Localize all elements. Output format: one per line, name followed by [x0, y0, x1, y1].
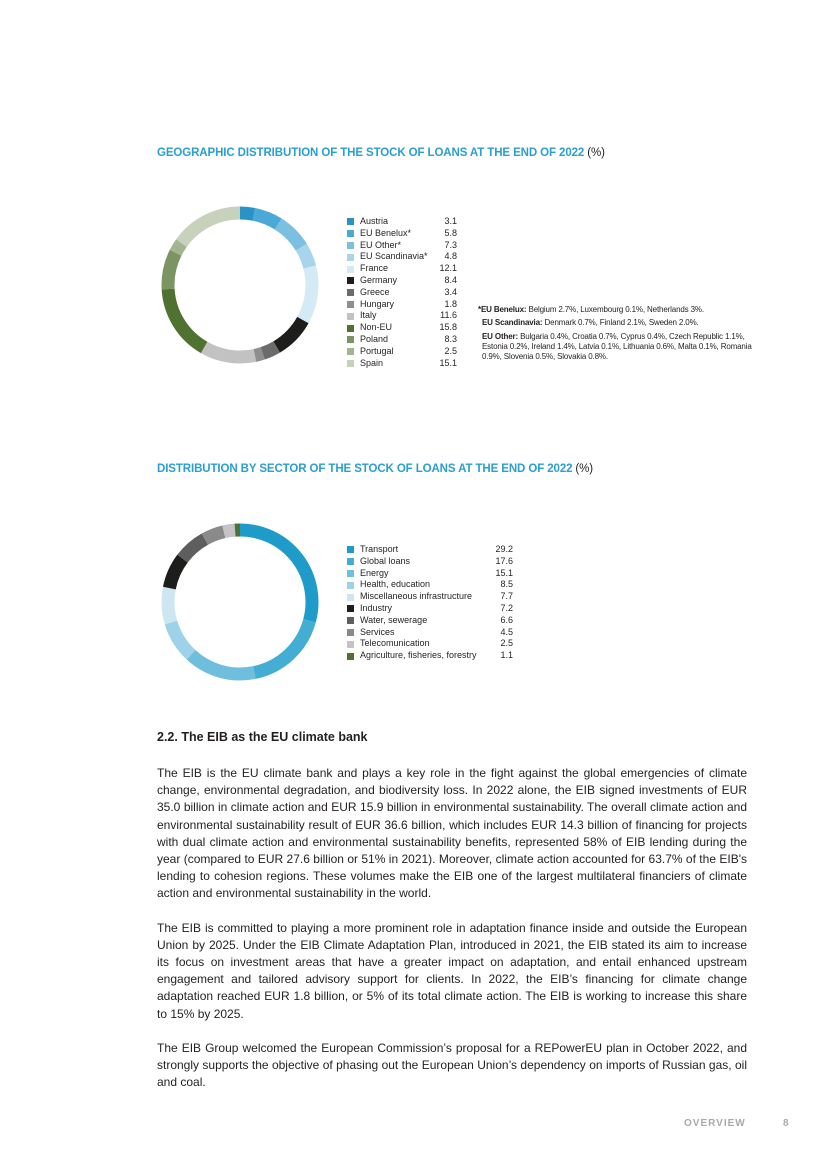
sector-legend-item: [347, 556, 513, 568]
legend-value: 29.2: [495, 544, 513, 554]
legend-swatch: [347, 336, 354, 343]
legend-value: 8.3: [444, 333, 457, 344]
geo-slice-eu-scandinavia: [301, 247, 309, 267]
legend-swatch: [347, 617, 354, 624]
geo-slice-non-eu: [168, 289, 204, 347]
legend-swatch: [347, 546, 354, 553]
legend-value: 1.1: [500, 650, 513, 661]
legend-swatch: [347, 242, 354, 249]
legend-value: 15.8: [439, 322, 457, 333]
note-text: Denmark 0.7%, Finland 2.1%, Sweden 2.0%.: [542, 318, 699, 328]
legend-label: Non-EU: [360, 322, 393, 333]
sector-chart-title: [157, 463, 593, 475]
legend-value: 8.4: [444, 274, 457, 285]
legend-value: 4.8: [444, 251, 457, 262]
paragraph: The EIB is committed to playing a more prominent role in adaptation finance inside and outside the European Union by 2025. Under the EIB Climate Adaptation Plan, introduced in 2021, the EIB stated its aim to increase its focus on investment areas that have a greater impact on adaptation, and entail enhanced upstream engagement and tailored advisory support for clients. In 2022, the EIB’s financing for climate change adaptation reached EUR 1.8 billion, or 5% of its total climate action. The EIB is working to increase this share to 15% by 2025.: [157, 920, 747, 1021]
legend-value: 2.5: [500, 638, 513, 649]
legend-swatch: [347, 360, 354, 367]
legend-label: Energy: [360, 567, 389, 578]
legend-label: Industry: [360, 602, 393, 613]
legend-value: 2.5: [444, 345, 457, 356]
geo-legend-item: [347, 334, 457, 346]
legend-swatch: [347, 629, 354, 636]
legend-label: Greece: [360, 286, 390, 297]
note-label: EU Other:: [482, 331, 518, 341]
geo-slice-portugal: [176, 243, 182, 253]
legend-label: Services: [360, 626, 395, 637]
legend-value: 4.5: [500, 626, 513, 637]
legend-label: France: [360, 263, 389, 274]
sector-legend-item: [347, 638, 513, 650]
legend-label: Miscellaneous infrastructure: [360, 591, 473, 602]
legend-value: 15.1: [439, 357, 457, 368]
sector-legend-item: [347, 579, 513, 591]
sector-legend-item: [347, 615, 513, 627]
geo-note-scandinavia: [478, 318, 758, 328]
legend-swatch: [347, 653, 354, 660]
sector-slice-global-loans: [254, 621, 309, 673]
legend-swatch: [347, 348, 354, 355]
geo-legend-item: [347, 275, 457, 287]
geo-notes: [478, 305, 758, 365]
section-body: [157, 765, 747, 1108]
geo-legend-item: [347, 228, 457, 240]
legend-label: EU Scandinavia*: [360, 251, 428, 262]
sector-legend-item: [347, 650, 513, 662]
legend-swatch: [347, 641, 354, 648]
geo-legend-item: [347, 310, 457, 322]
sector-legend-item: [347, 627, 513, 639]
geo-note-benelux: [478, 305, 758, 315]
legend-swatch: [347, 325, 354, 332]
legend-label: EU Other*: [360, 239, 402, 250]
sector-slice-services: [205, 532, 224, 539]
geo-legend-item: [347, 263, 457, 275]
geo-slice-eu-other: [278, 224, 301, 247]
geo-slice-greece: [263, 347, 277, 353]
geo-slice-italy: [204, 347, 255, 357]
legend-label: Poland: [360, 333, 389, 344]
sector-chart-title-text: DISTRIBUTION BY SECTOR OF THE STOCK OF LOANS AT THE END OF 2022: [157, 463, 573, 475]
sector-legend-item: [347, 591, 513, 603]
sector-slice-miscellaneous-infrastructure: [168, 588, 171, 622]
paragraph: The EIB Group welcomed the European Commission’s proposal for a REPowerEU plan in October 2022, and strongly supports the objective of phasing out the European Union’s dependency on imports of Russian gas, oil and coal.: [157, 1040, 747, 1090]
geo-legend: [347, 216, 457, 369]
footer-section-label: OVERVIEW: [684, 1118, 746, 1129]
legend-label: Telecomunication: [360, 638, 430, 649]
paragraph: The EIB is the EU climate bank and plays a key role in the fight against the global emergencies of climate change, environmental degradation, and biodiversity loss. In 2022 alone, the EIB signed investments of EUR 35.0 billion in climate action and EUR 15.9 billion in environmental sustainability. The overall climate action and environmental sustainability result of EUR 36.6 billion, which includes EUR 14.3 billion of financing for projects with dual climate action and environmental sustainability benefits, represented 58% of EIB lending during the year (compared to EUR 27.6 billion or 51% in 2021). Moreover, climate action accounted for 63.7% of the EIB's lending to cohesion regions. These volumes make the EIB one of the largest multilateral financiers of climate action and environmental sustainability in the world.: [157, 766, 747, 901]
sector-donut-chart: [155, 517, 325, 687]
geo-note-other: [478, 332, 758, 363]
legend-value: 17.6: [495, 555, 513, 566]
legend-value: 3.1: [444, 216, 457, 226]
legend-value: 7.7: [500, 591, 513, 602]
legend-label: EU Benelux*: [360, 227, 412, 238]
geo-slice-spain: [181, 213, 240, 243]
legend-swatch: [347, 254, 354, 261]
footer-page-number: 8: [783, 1118, 789, 1129]
note-label: EU Scandinavia:: [482, 318, 543, 328]
legend-value: 12.1: [439, 263, 457, 274]
legend-label: Global loans: [360, 555, 411, 566]
sector-legend-item: [347, 544, 513, 556]
note-text: Bulgaria 0.4%, Croatia 0.7%, Cyprus 0.4%, Czech Republic 1.1%, Estonia 0.2%, Ireland 1.4%, Latvia 0.1%, Lithuania 0.6%, Malta 0.1%, Romania 0.9%, Slovenia 0.5%, Slovakia 0.8%.: [482, 331, 752, 362]
legend-label: Hungary: [360, 298, 395, 309]
legend-swatch: [347, 313, 354, 320]
legend-swatch: [347, 301, 354, 308]
geo-slice-france: [303, 267, 312, 320]
legend-label: Austria: [360, 216, 389, 226]
legend-label: Health, education: [360, 579, 431, 590]
legend-swatch: [347, 605, 354, 612]
legend-value: 5.8: [444, 227, 457, 238]
sector-slice-health-education: [171, 623, 191, 655]
legend-value: 6.6: [500, 614, 513, 625]
geo-legend-item: [347, 322, 457, 334]
geo-chart-unit: (%): [587, 147, 605, 159]
legend-swatch: [347, 570, 354, 577]
geo-legend-item: [347, 251, 457, 263]
legend-swatch: [347, 218, 354, 225]
sector-slice-telecomunication: [224, 530, 235, 532]
geo-legend-item: [347, 240, 457, 252]
legend-value: 11.6: [440, 310, 457, 321]
legend-label: Transport: [360, 544, 399, 554]
sector-slice-energy: [191, 655, 254, 674]
legend-value: 7.3: [444, 239, 457, 250]
geo-donut-chart: [155, 200, 325, 370]
legend-swatch: [347, 289, 354, 296]
geo-slice-germany: [277, 320, 303, 347]
geo-legend-item: [347, 346, 457, 358]
legend-value: 1.8: [444, 298, 457, 309]
legend-value: 15.1: [495, 567, 513, 578]
geo-slice-poland: [168, 253, 176, 289]
legend-value: 3.4: [444, 286, 457, 297]
geo-slice-austria: [240, 213, 254, 214]
sector-legend-item: [347, 568, 513, 580]
legend-value: 8.5: [500, 579, 513, 590]
legend-swatch: [347, 266, 354, 273]
legend-label: Germany: [360, 274, 398, 285]
legend-swatch: [347, 558, 354, 565]
sector-slice-water-sewerage: [183, 539, 205, 558]
sector-legend-item: [347, 603, 513, 615]
geo-slice-hungary: [255, 353, 263, 355]
geo-legend-item: [347, 216, 457, 228]
legend-label: Italy: [360, 310, 377, 321]
geo-chart-title: [157, 147, 605, 159]
note-text: Belgium 2.7%, Luxembourg 0.1%, Netherlands 3%.: [526, 305, 704, 314]
legend-value: 7.2: [500, 602, 513, 613]
geo-legend-item: [347, 358, 457, 370]
note-label: *EU Benelux:: [478, 305, 527, 314]
sector-legend: [347, 544, 513, 662]
legend-label: Spain: [360, 357, 384, 368]
geo-legend-item: [347, 299, 457, 311]
sector-slice-industry: [169, 559, 182, 588]
legend-label: Water, sewerage: [360, 614, 428, 625]
geo-slice-eu-benelux: [254, 214, 278, 224]
legend-swatch: [347, 582, 354, 589]
legend-swatch: [347, 594, 354, 601]
section-heading: 2.2. The EIB as the EU climate bank: [157, 730, 368, 744]
legend-label: Portugal: [360, 345, 394, 356]
legend-label: Agriculture, fisheries, forestry: [360, 650, 477, 661]
geo-chart-title-text: GEOGRAPHIC DISTRIBUTION OF THE STOCK OF LOANS AT THE END OF 2022: [157, 147, 585, 159]
legend-swatch: [347, 277, 354, 284]
sector-slice-transport: [240, 530, 312, 621]
sector-chart-unit: (%): [575, 463, 594, 475]
legend-swatch: [347, 230, 354, 237]
geo-legend-item: [347, 287, 457, 299]
